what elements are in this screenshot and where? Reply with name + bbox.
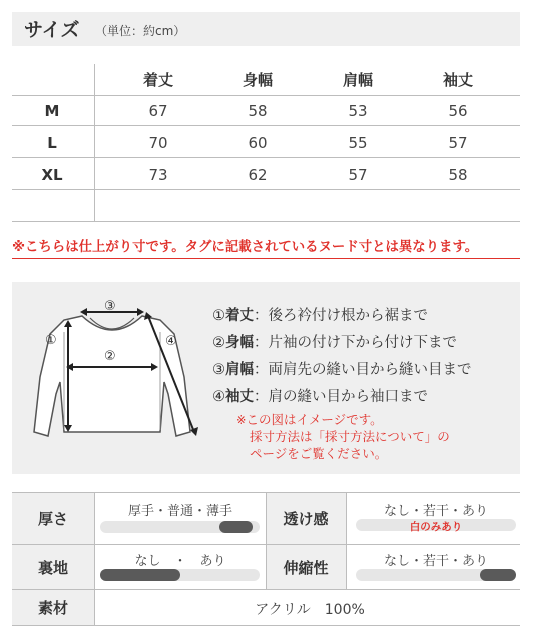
lining-indicator — [100, 569, 180, 581]
finished-size-note: ※こちらは仕上がり寸です。タグに記載されているヌード寸とは異なります。 — [12, 240, 479, 255]
thickness-track — [100, 521, 260, 533]
table-column-divider — [266, 493, 267, 589]
stretch-options: なし・若干・あり — [383, 554, 488, 569]
table-cell: 53 — [348, 102, 368, 120]
thickness-options: 厚手・普通・薄手 — [127, 504, 232, 519]
arrow-head — [190, 427, 198, 436]
stretch-indicator — [480, 569, 516, 581]
table-divider — [12, 95, 520, 96]
label-stretch: 伸縮性 — [266, 545, 346, 589]
label-lining: 裏地 — [12, 545, 94, 589]
row-label-xl: XL — [41, 166, 63, 184]
marker-1: ① — [45, 333, 57, 348]
stretch-track — [356, 569, 516, 581]
table-column-divider — [346, 493, 347, 589]
table-column-divider — [94, 493, 95, 625]
size-title: サイズ — [24, 19, 80, 41]
table-divider — [12, 625, 520, 626]
table-cell: 56 — [448, 102, 468, 120]
table-cell: 57 — [348, 166, 368, 184]
lining-track — [100, 569, 260, 581]
thickness-indicator — [219, 521, 253, 533]
marker-4: ④ — [165, 334, 177, 349]
table-cell: 67 — [148, 102, 168, 120]
image-disclaimer — [236, 411, 450, 462]
table-divider — [12, 157, 520, 158]
marker-3: ③ — [104, 299, 116, 314]
table-cell: 73 — [148, 166, 168, 184]
label-sheer: 透け感 — [266, 493, 346, 544]
col-header-sleeve: 袖丈 — [442, 71, 473, 89]
table-cell: 62 — [248, 166, 268, 184]
table-cell: 60 — [248, 134, 268, 152]
table-column-divider — [94, 64, 95, 221]
definition-shoulder: ③肩幅：両肩先の縫い目から縫い目まで — [212, 362, 472, 378]
table-cell: 57 — [448, 134, 468, 152]
size-header-bar — [12, 12, 520, 46]
unit-label: （単位：約cm） — [95, 24, 186, 38]
lining-options: なし ・ あり — [134, 554, 226, 569]
note-underline — [12, 258, 520, 259]
col-header-width: 身幅 — [242, 71, 273, 89]
table-divider — [12, 189, 520, 190]
table-cell: 70 — [148, 134, 168, 152]
disclaimer-line: ※この図はイメージです。 — [236, 412, 383, 427]
definition-length: ①着丈：後ろ衿付け根から裾まで — [212, 308, 428, 324]
definition-sleeve: ④袖丈：肩の縫い目から袖口まで — [212, 389, 428, 405]
table-divider — [12, 125, 520, 126]
label-material: 素材 — [12, 590, 94, 625]
row-label-m: M — [44, 102, 60, 120]
col-header-shoulder: 肩幅 — [342, 71, 373, 89]
sheer-options: なし・若干・あり — [383, 504, 488, 519]
material-value: アクリル 100% — [255, 602, 365, 618]
disclaimer-line: 採寸方法は「採寸方法について」の — [250, 429, 450, 444]
table-cell: 58 — [448, 166, 468, 184]
arrow-head — [137, 308, 144, 316]
arrow-head — [80, 308, 87, 316]
col-header-length: 着丈 — [142, 71, 173, 89]
table-cell: 55 — [348, 134, 368, 152]
disclaimer-line: ページをご覧ください。 — [250, 446, 388, 461]
row-label-l: L — [47, 134, 57, 152]
table-divider — [12, 221, 520, 222]
sheer-sub-note: 白のみあり — [409, 521, 463, 533]
marker-2: ② — [104, 349, 116, 364]
definition-width: ②身幅：片袖の付け下から付け下まで — [212, 335, 457, 351]
table-cell: 58 — [248, 102, 268, 120]
label-thickness: 厚さ — [12, 493, 94, 544]
